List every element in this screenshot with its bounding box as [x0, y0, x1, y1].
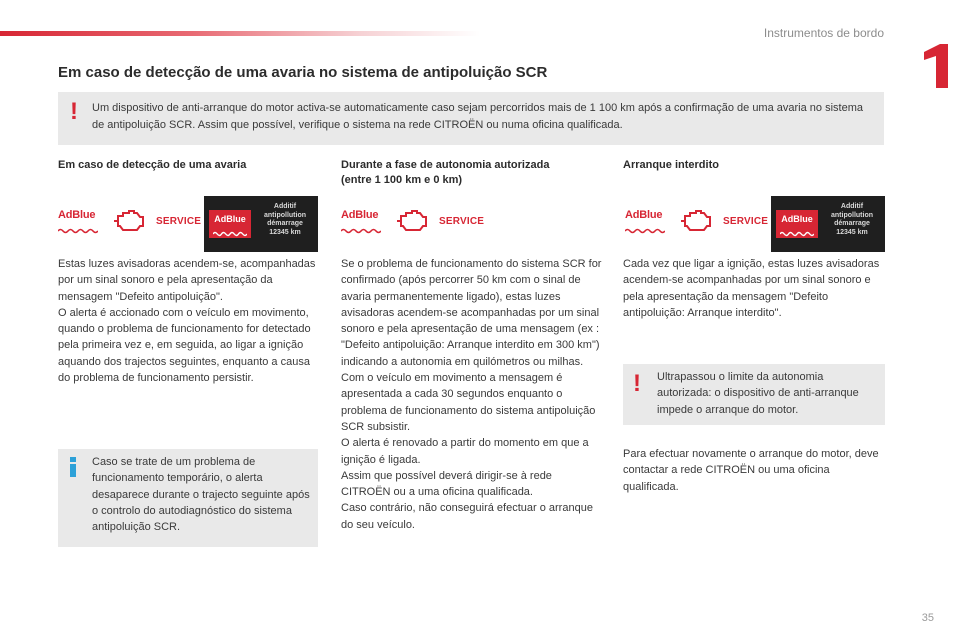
warning-exclamation-icon: !: [633, 370, 641, 397]
col3-warning-text: Ultrapassou o limite da autonomia autorizada: o dispositivo de anti-arranque impede o arranque do motor.: [657, 371, 859, 416]
indicator-row-1: [58, 196, 318, 252]
adblue-warning-icon: AdBlue: [341, 209, 383, 239]
chapter-number-1: [918, 44, 948, 88]
col1-heading: Em caso de detecção de uma avaria: [58, 159, 247, 171]
instrument-display: [771, 196, 885, 252]
display-adblue-icon: AdBlue: [776, 210, 818, 238]
top-warning-box: [58, 92, 884, 145]
engine-warning-icon: [397, 208, 429, 234]
col2-body: Se o problema de funcionamento do sistema SCR for confirmado (após percorrer 50 km com o sinal de avaria permanentemente ligado), estas luzes avisadoras acendem-se acompanhadas por um sinal sonoro e pela apresentação de uma mensagem (ex : "Defeito antipoluição: Arranque interdito em 300 km") indicando a autonomia em quilómetros ou milhas. Com o veículo em movimento a mensagem é apresentada a cada 30 segundos enquanto o problema de funcionamento do sistema antipoluição SCR subsistir. O alerta é renovado a partir do momento em que a ignição é ligada. Assim que possível deverá dirigir-se à rede CITROËN ou a uma oficina qualificada. Caso contrário, não conseguirá efectuar o arranque do seu veículo.: [341, 258, 602, 531]
display-adblue-icon: AdBlue: [209, 210, 251, 238]
display-message: Additif antipollution démarrage 12345 km: [264, 203, 306, 236]
info-text: Caso se trate de um problema de funcionamento temporário, o alerta desaparece durante o trajecto seguinte após o controlo do autodiagnóstico do sistema antipoluição SCR.: [92, 456, 310, 534]
col2-heading: Durante a fase de autonomia autorizada (entre 1 100 km e 0 km): [341, 159, 550, 186]
section-title: Em caso de detecção de uma avaria no sistema de antipoluição SCR: [58, 64, 548, 81]
header-accent-bar: [0, 31, 480, 36]
service-warning-icon: SERVICE: [439, 216, 485, 227]
top-warning-text: Um dispositivo de anti-arranque do motor activa-se automaticamente caso sejam percorridos mais de 1 100 km após a confirmação de uma avaria no sistema de antipoluição SCR. Assim que possível, verifique o sistema na rede CITROËN ou numa oficina qualificada.: [92, 102, 863, 131]
adblue-warning-icon: AdBlue: [58, 209, 100, 239]
engine-warning-icon: [681, 208, 713, 234]
col3-heading: Arranque interdito: [623, 159, 719, 171]
service-warning-icon: SERVICE: [156, 216, 202, 227]
instrument-display: [204, 196, 318, 252]
chapter-title: Instrumentos de bordo: [763, 26, 884, 40]
engine-warning-icon: [114, 208, 146, 234]
page-number: 35: [921, 612, 934, 624]
col3-warning-box: [623, 364, 885, 425]
adblue-warning-icon: AdBlue: [625, 209, 667, 239]
col3-body: Cada vez que ligar a ignição, estas luzes avisadoras acendem-se acompanhadas por um sinal sonoro e pela apresentação da mensagem "Defeito antipoluição: Arranque interdito".: [623, 258, 880, 319]
info-box: [58, 449, 318, 547]
service-warning-icon: SERVICE: [723, 216, 769, 227]
col1-body: Estas luzes avisadoras acendem-se, acompanhadas por um sinal sonoro e pela apresentação da mensagem "Defeito antipoluição". O alerta é accionado com o veículo em movimento, quando o problema de funcionamento for detectado pela primeira vez e, em seguida, ao ligar a ignição aquando dos trajectos seguintes, enquanto a causa do problema de funcionamento persistir.: [58, 258, 316, 385]
indicator-row-2: [341, 196, 491, 252]
warning-exclamation-icon: !: [70, 98, 78, 125]
display-message: Additif antipollution démarrage 12345 km: [831, 203, 873, 236]
indicator-row-3: [625, 196, 885, 252]
info-icon: [70, 457, 76, 477]
col3-after: Para efectuar novamente o arranque do motor, deve contactar a rede CITROËN ou uma oficina qualificada.: [623, 448, 879, 493]
